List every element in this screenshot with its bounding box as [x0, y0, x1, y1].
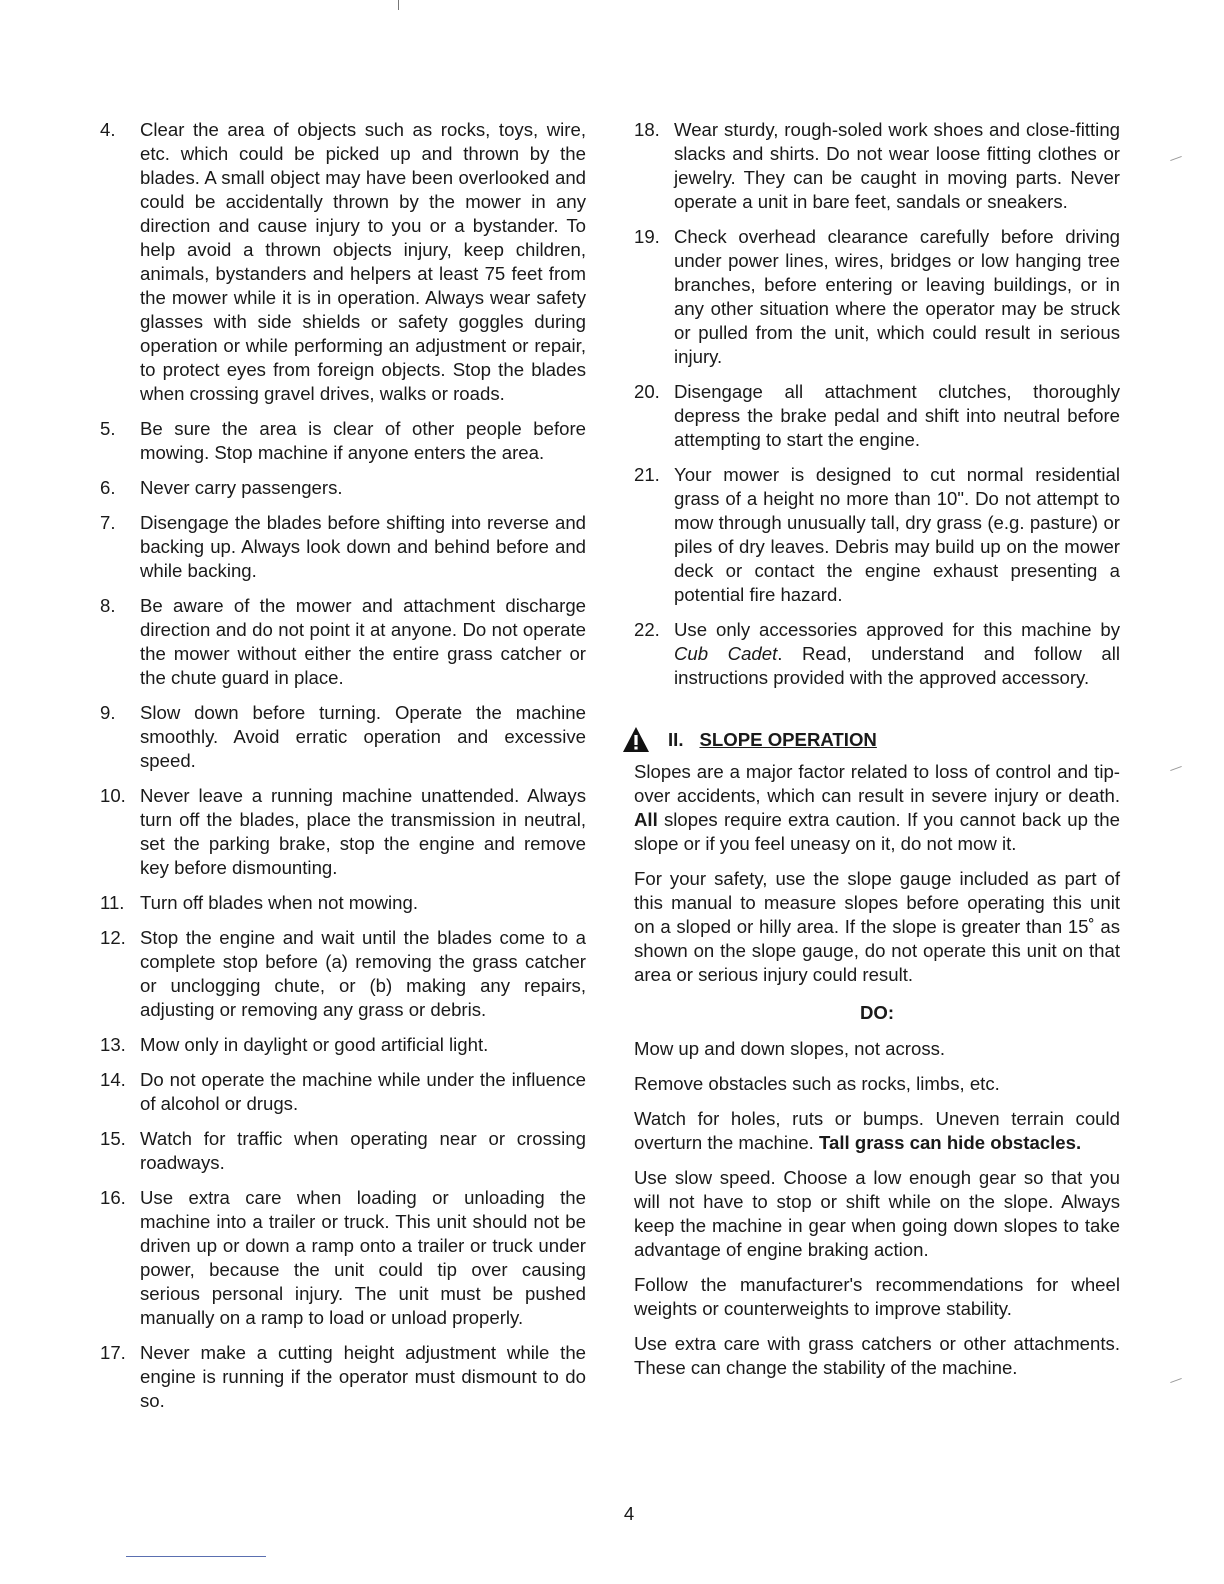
section-number: II.: [668, 729, 684, 750]
list-item: [100, 1341, 586, 1413]
list-item: [634, 225, 1120, 369]
do-3-bold: Tall grass can hide obstacles.: [819, 1132, 1082, 1153]
item-number: 20.: [634, 381, 660, 402]
item-number: 16.: [100, 1187, 126, 1208]
item-number: 6.: [100, 477, 116, 498]
list-item: [100, 476, 586, 500]
list-item: [100, 594, 586, 690]
item-text: Disengage all attachment clutches, thoroughly depress the brake pedal and shift into neutral before attempting to start the engine.: [674, 381, 1120, 450]
do-3-text: Watch for holes, ruts or bumps. Uneven terrain could overturn the machine.: [634, 1108, 1120, 1153]
list-item: [100, 891, 586, 915]
item-number: 10.: [100, 785, 126, 806]
scan-mark: [1170, 156, 1182, 161]
warning-triangle-icon: [622, 726, 650, 754]
item-text: Check overhead clearance carefully before driving under power lines, wires, bridges or low hanging tree branches, before entering or leaving buildings, or in any other situation where the operator may be struck or pulled from the unit, which could result in serious injury.: [674, 226, 1120, 367]
intro-before: Slopes are a major factor related to loss of control and tip-over accidents, which can result in severe injury or death.: [634, 761, 1120, 806]
do-heading: DO:: [859, 1002, 895, 1023]
item-text: Never leave a running machine unattended. Always turn off the blades, place the transmission in neutral, set the parking brake, stop the engine and remove key before dismounting.: [140, 785, 586, 878]
do-item: [634, 1107, 1120, 1155]
item-number: 13.: [100, 1034, 126, 1055]
item-number: 22.: [634, 619, 660, 640]
list-item: [100, 511, 586, 583]
section-title: SLOPE OPERATION: [699, 729, 877, 750]
item-number: 21.: [634, 464, 660, 485]
do-item: Follow the manufacturer's recommendations for wheel weights or counterweights to improve stability.: [634, 1274, 1120, 1319]
list-item: [100, 118, 586, 406]
item-text: Never carry passengers.: [140, 477, 343, 498]
item-number: 8.: [100, 595, 116, 616]
intro-after: slopes require extra caution. If you cannot back up the slope or if you feel uneasy on it, do not mow it.: [634, 809, 1120, 854]
do-item: Mow up and down slopes, not across.: [634, 1038, 946, 1059]
list-item: [634, 463, 1120, 607]
section-heading: [634, 726, 1120, 754]
item-number: 11.: [100, 892, 125, 913]
slope-gauge-paragraph: For your safety, use the slope gauge included as part of this manual to measure slopes before operating this unit on a sloped or hilly area. If the slope is greater than 15˚ as shown on the slope gauge, do not operate this unit on that area or serious injury could result.: [634, 868, 1120, 985]
scan-mark: [1170, 1378, 1182, 1383]
item-text: Mow only in daylight or good artificial light.: [140, 1034, 489, 1055]
item-text: Turn off blades when not mowing.: [140, 892, 419, 913]
item-number: 12.: [100, 927, 126, 948]
list-item: [100, 784, 586, 880]
item-text: Be sure the area is clear of other people before mowing. Stop machine if anyone enters the area.: [140, 418, 586, 463]
do-item: Use extra care with grass catchers or other attachments. These can change the stability of the machine.: [634, 1333, 1120, 1378]
right-column: [634, 118, 1120, 1391]
item22-text-before: Use only accessories approved for this machine by: [674, 619, 1120, 640]
list-item: [100, 926, 586, 1022]
item-number: 7.: [100, 512, 116, 533]
list-item: [634, 618, 1120, 690]
item-number: 15.: [100, 1128, 126, 1149]
item-text: [674, 618, 1120, 690]
item-number: 18.: [634, 119, 660, 140]
list-item: [100, 1033, 586, 1057]
item22-text-after: . Read, understand and follow all instructions provided with the approved accessory.: [674, 643, 1120, 688]
item-number: 9.: [100, 702, 116, 723]
do-item: Use slow speed. Choose a low enough gear so that you will not have to stop or shift while on the slope. Always keep the machine in gear when going down slopes to take advantage of engine braking action.: [634, 1167, 1120, 1260]
item-text: Your mower is designed to cut normal residential grass of a height no more than 10". Do not attempt to mow through unusually tall, dry grass (e.g. pasture) or piles of dry leaves. Debris may build up on the mower deck or contact the engine exhaust presenting a potential fire hazard.: [674, 464, 1120, 605]
item-text: Stop the engine and wait until the blades come to a complete stop before (a) removing the grass catcher or unclogging chute, or (b) making any repairs, adjusting or removing any grass or debris.: [140, 927, 586, 1020]
slope-intro: [634, 760, 1120, 856]
brand-name: Cub Cadet: [674, 643, 778, 664]
bottom-rule: [126, 1556, 266, 1557]
item-text: Use extra care when loading or unloading the machine into a trailer or truck. This unit should not be driven up or down a ramp onto a trailer or truck under power, because the unit could tip over causing serious personal injury. The unit must be pushed manually on a ramp to load or unload properly.: [140, 1187, 586, 1328]
item-number: 19.: [634, 226, 660, 247]
list-item: [634, 118, 1120, 214]
item-number: 4.: [100, 119, 116, 140]
list-item: [100, 1186, 586, 1330]
item-text: Watch for traffic when operating near or crossing roadways.: [140, 1128, 586, 1173]
item-number: 17.: [100, 1342, 126, 1363]
item-number: 5.: [100, 418, 116, 439]
item-text: Clear the area of objects such as rocks, toys, wire, etc. which could be picked up and thrown by the blades. A small object may have been overlooked and could be accidentally thrown by the mower in any direction and cause injury to you or a bystander. To help avoid a thrown objects injury, keep children, animals, bystanders and helpers at least 75 feet from the mower while it is in operation. Always wear safety glasses with side shields or safety goggles during operation or while performing an adjustment or repair, to protect eyes from foreign objects. Stop the blades when crossing gravel drives, walks or roads.: [140, 119, 586, 404]
item-text: Slow down before turning. Operate the machine smoothly. Avoid erratic operation and excessive speed.: [140, 702, 586, 771]
list-item: [100, 1068, 586, 1116]
item-number: 14.: [100, 1069, 126, 1090]
list-item: [634, 380, 1120, 452]
left-column: [100, 118, 586, 1424]
scan-mark-top: [398, 0, 399, 10]
list-item: [100, 701, 586, 773]
do-item: Remove obstacles such as rocks, limbs, etc.: [634, 1073, 1000, 1094]
item-text: Wear sturdy, rough-soled work shoes and close-fitting slacks and shirts. Do not wear loose fitting clothes or jewelry. They can be caught in moving parts. Never operate a unit in bare feet, sandals or sneakers.: [674, 119, 1120, 212]
item-text: Never make a cutting height adjustment while the engine is running if the operator must dismount to do so.: [140, 1342, 586, 1411]
item-text: Do not operate the machine while under the influence of alcohol or drugs.: [140, 1069, 586, 1114]
list-item: [100, 1127, 586, 1175]
list-item: [100, 417, 586, 465]
item-text: Disengage the blades before shifting into reverse and backing up. Always look down and behind before and while backing.: [140, 512, 586, 581]
scan-mark: [1170, 766, 1182, 771]
item-text: Be aware of the mower and attachment discharge direction and do not point it at anyone. Do not operate the mower without either the entire grass catcher or the chute guard in place.: [140, 595, 586, 688]
intro-bold: All: [634, 809, 658, 830]
page-number: 4: [623, 1503, 635, 1524]
